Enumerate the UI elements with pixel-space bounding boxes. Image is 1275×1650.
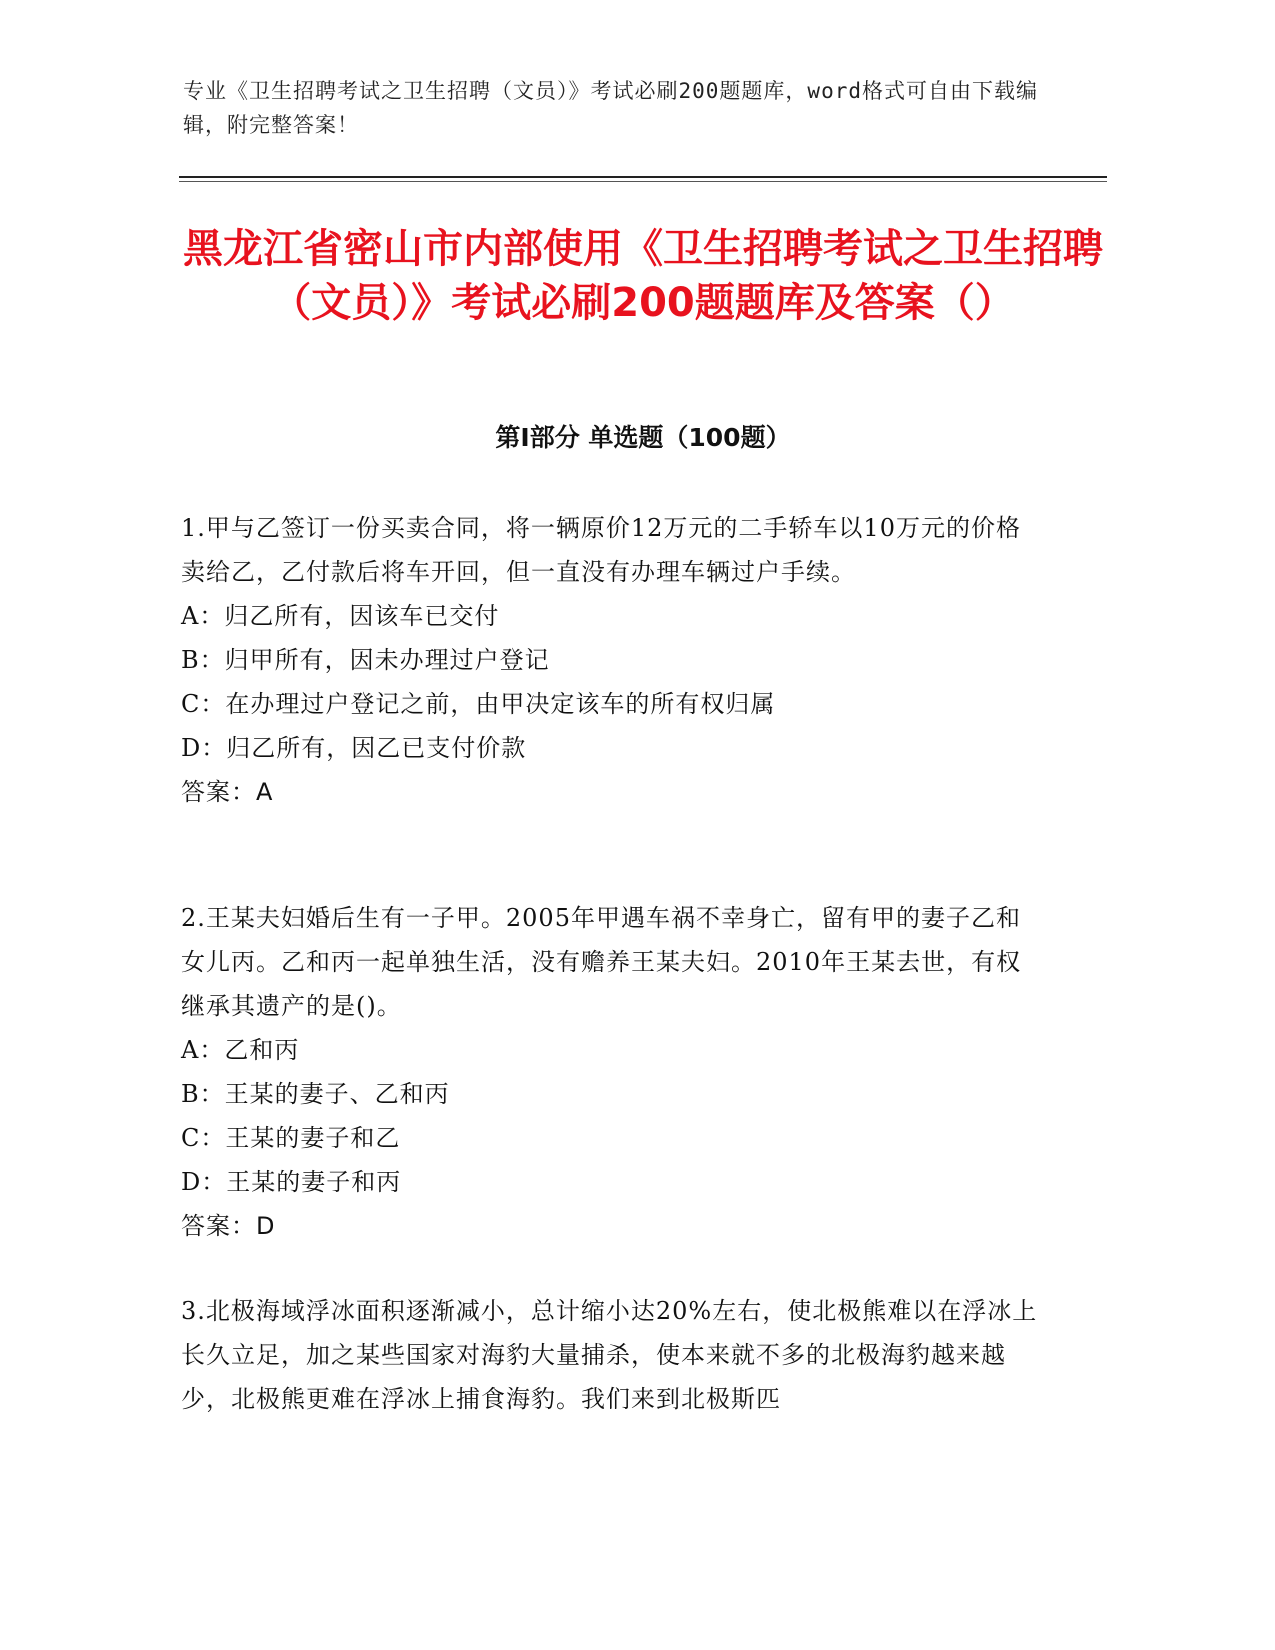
- header-note: 专业《卫生招聘考试之卫生招聘（文员）》考试必刷200题题库，word格式可自由下载编辑，附完整答案！: [183, 79, 1038, 137]
- option-a: A：归乙所有，因该车已交付: [181, 602, 500, 630]
- header-rule-thin: [179, 181, 1107, 182]
- question-3: [181, 1289, 1041, 1421]
- section-title: 第Ⅰ部分 单选题（100题）: [495, 423, 791, 452]
- answer: 答案：A: [181, 778, 274, 806]
- document-title: 黑龙江省密山市内部使用《卫生招聘考试之卫生招聘（文员）》考试必刷200题题库及答案（）: [183, 226, 1103, 326]
- question-1: [181, 506, 1041, 814]
- option-c: C：王某的妻子和乙: [181, 1124, 401, 1152]
- option-d: D：归乙所有，因乙已支付价款: [181, 734, 527, 762]
- option-a: A：乙和丙: [181, 1036, 300, 1064]
- question-stem: 3.北极海域浮冰面积逐渐减小，总计缩小达20%左右，使北极熊难以在浮冰上长久立足，加之某些国家对海豹大量捕杀，使本来就不多的北极海豹越来越少，北极熊更难在浮冰上捕食海豹。我们来到北极斯匹: [181, 1297, 1038, 1413]
- question-stem: 2.王某夫妇婚后生有一子甲。2005年甲遇车祸不幸身亡，留有甲的妻子乙和女儿丙。乙和丙一起单独生活，没有赡养王某夫妇。2010年王某去世，有权继承其遗产的是()。: [181, 904, 1022, 1020]
- option-b: B：王某的妻子、乙和丙: [181, 1080, 450, 1108]
- header-rule: [179, 176, 1107, 178]
- question-2: [181, 896, 1041, 1248]
- option-b: B：归甲所有，因未办理过户登记: [181, 646, 550, 674]
- question-stem: 1.甲与乙签订一份买卖合同，将一辆原价12万元的二手轿车以10万元的价格卖给乙，乙付款后将车开回，但一直没有办理车辆过户手续。: [181, 514, 1021, 586]
- option-c: C：在办理过户登记之前，由甲决定该车的所有权归属: [181, 690, 776, 718]
- answer: 答案：D: [181, 1212, 276, 1240]
- option-d: D：王某的妻子和丙: [181, 1168, 402, 1196]
